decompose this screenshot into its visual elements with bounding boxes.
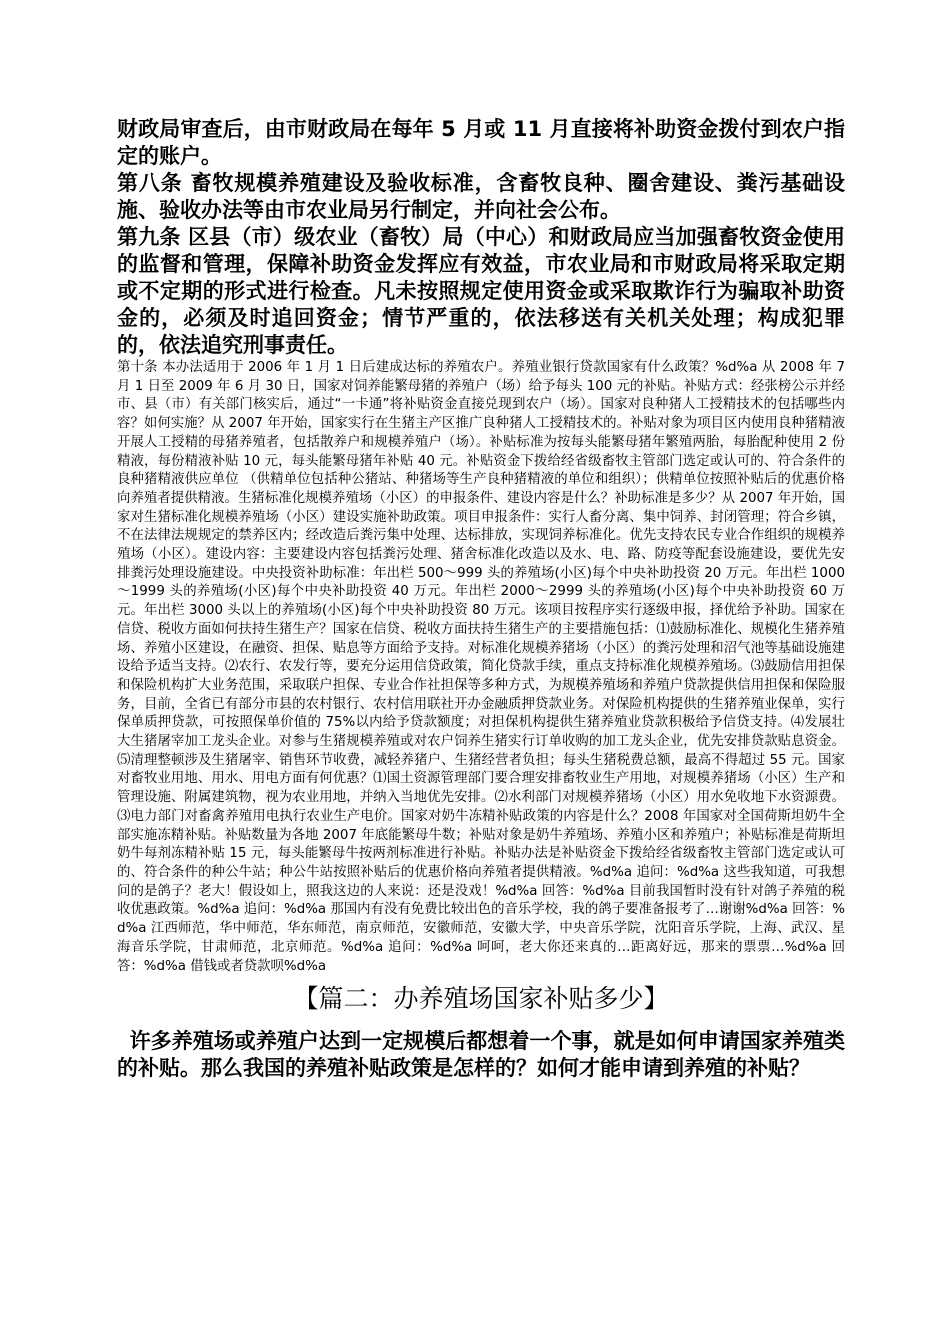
- article-10-body: 第十条 本办法适用于 2006 年 1 月 1 日后建成达标的养殖农户。养殖业银行贷款国家有什么政策？%d%a 从 2008 年 7 月 1 日至 2009 年 6 月 30 日，国家对饲养能繁母猪的养殖户（场）给予每头 100 元的补贴。补贴方式：经张榜公示并经市、县（市）有关部门核实后，通过“一卡通”将补贴资金直接兑现到农户（场）。国家对良种猪人工授精技术的包括哪些内容？如何实施？从 2007 年开始，国家实行在生猪主产区推广良种猪人工授精技术的。补贴对象为项目区内使用良种猪精液开展人工授精的母猪养殖者，包括散养户和规模养殖户（场）。补贴标准为按每头能繁母猪年繁殖两胎，每胎配种使用 2 份精液，每份精液补贴 10 元，每头能繁母猪年补贴 40 元。补贴资金下拨给经省级畜牧主管部门选定或认可的、符合条件的良种猪精液供应单位 （供精单位包括种公猪站、种猪场等生产良种猪精液的单位和组织）；供精单位按照补贴后的优惠价格向养殖者提供精液。生猪标准化规模养殖场（小区）的申报条件、建设内容是什么？补助标准是多少？从 2007 年开始，国家对生猪标准化规模养殖场（小区）建设实施补助政策。项目申报条件：实行人畜分离、集中饲养、封闭管理；符合乡镇，不在法律法规规定的禁养区内；经改造后粪污集中处理、达标排放，实现饲养标准化。优先支持农民专业合作组织的规模养殖场（小区）。建设内容：主要建设内容包括粪污处理、猪舍标准化改造以及水、电、路、防疫等配套设施建设，要优先安排粪污处理设施建设。中央投资补助标准：年出栏 500～999 头的养殖场(小区)每个中央补助投资 20 万元。年出栏 1000～1999 头的养殖场(小区)每个中央补助投资 40 万元。年出栏 2000～2999 头的养殖场(小区)每个中央补助投资 60 万元。年出栏 3000 头以上的养殖场(小区)每个中央补助投资 80 万元。该项目按程序实行逐级申报，择优给予补助。国家在信贷、税收方面如何扶持生猪生产？国家在信贷、税收方面扶持生猪生产的主要措施包括：⑴鼓励标准化、规模化生猪养殖场、养殖小区建设，在融资、担保、贴息等方面给予支持。对标准化规模养猪场（小区）的粪污处理和沼气池等基础设施建设给予适当支持。⑵农行、农发行等，要充分运用信贷政策，简化贷款手续，重点支持标准化规模养殖场。⑶鼓励信用担保和保险机构扩大业务范围，采取联户担保、专业合作社担保等多种方式，为规模养殖场和养殖户贷款提供信用担保和保险服务，目前，全省已有部分市县的农村银行、农村信用联社开办金融质押贷款业务。对保险机构提供的生猪养殖业保单，实行保单质押贷款，可按照保单价值的 75%以内给予贷款额度；对担保机构提供生猪养殖业贷款积极给予信贷支持。⑷发展壮大生猪屠宰加工龙头企业。对参与生猪规模养殖或对农户饲养生猪实行订单收购的加工龙头企业，优先安排贷款贴息资金。⑸清理整顿涉及生猪屠宰、销售环节收费，减轻养猪户、生猪经营者负担；每头生猪税费总额，最高不得超过 55 元。国家对畜牧业用地、用水、用电方面有何优惠？⑴国土资源管理部门要合理安排畜牧业生产用地，对规模养猪场（小区）生产和管理设施、附属建筑物，视为农业用地，并纳入当地优先安排。⑵水利部门对规模养猪场（小区）用水免收地下水资源费。⑶电力部门对畜禽养殖用电执行农业生产电价。国家对奶牛冻精补贴政策的内容是什么？2008 年国家对全国荷斯坦奶牛全部实施冻精补贴。补贴数量为各地 2007 年底能繁母牛数；补贴对象是奶牛养殖场、养殖小区和养殖户；补贴标准是荷斯坦奶牛每剂冻精补贴 15 元，每头能繁母牛按两剂标准进行补贴。补贴办法是补贴资金下拨给经省级畜牧主管部门选定或认可的、符合条件的种公牛站；种公牛站按照补贴后的优惠价格向养殖者提供精液。%d%a 追问：%d%a 这些我知道，可我想问的是鸽子？老大！假设如上，照我这边的人来说：还是没戏！%d%a 回答：%d%a 目前我国暂时没有针对鸽子养殖的税收优惠政策。%d%a 追问：%d%a 那国内有没有免费比较出色的音乐学校，我的鸽子要准备报考了…谢谢%d%a 回答：%d%a 江西师范，华中师范，华东师范，南京师范，安徽师范，安徽大学，中央音乐学院，沈阳音乐学院，上海、武汉、星海音乐学院，甘肃师范，北京师范。%d%a 追问：%d%a 呵呵，老大你还来真的…距离好远，那来的票票…%d%a 回答：%d%a 借钱或者贷款呗%d%a: [117, 360, 845, 974]
- document-page: [117, 116, 845, 1082]
- section-heading: 【篇二：办养殖场国家补贴多少】: [293, 984, 669, 1014]
- article-8-paragraph: 第八条 畜牧规模养殖建设及验收标准，含畜牧良种、圈舍建设、粪污基础设施、验收办法等由市农业局另行制定，并向社会公布。: [117, 171, 845, 222]
- intro-paragraph: 许多养殖场或养殖户达到一定规模后都想着一个事，就是如何申请国家养殖类的补贴。那么我国的养殖补贴政策是怎样的？如何才能申请到养殖的补贴？: [117, 1029, 845, 1081]
- bold-paragraph-1: 财政局审查后，由市财政局在每年 5 月或 11 月直接将补助资金拨付到农户指定的账户。: [117, 117, 845, 168]
- article-9-paragraph: 第九条 区县（市）级农业（畜牧）局（中心）和财政局应当加强畜牧资金使用的监督和管理，保障补助资金发挥应有效益，市农业局和市财政局将采取定期或不定期的形式进行检查。凡未按照规定使用资金或采取欺诈行为骗取补助资金的，必须及时追回资金；情节严重的，依法移送有关机关处理；构成犯罪的，依法追究刑事责任。: [117, 225, 845, 357]
